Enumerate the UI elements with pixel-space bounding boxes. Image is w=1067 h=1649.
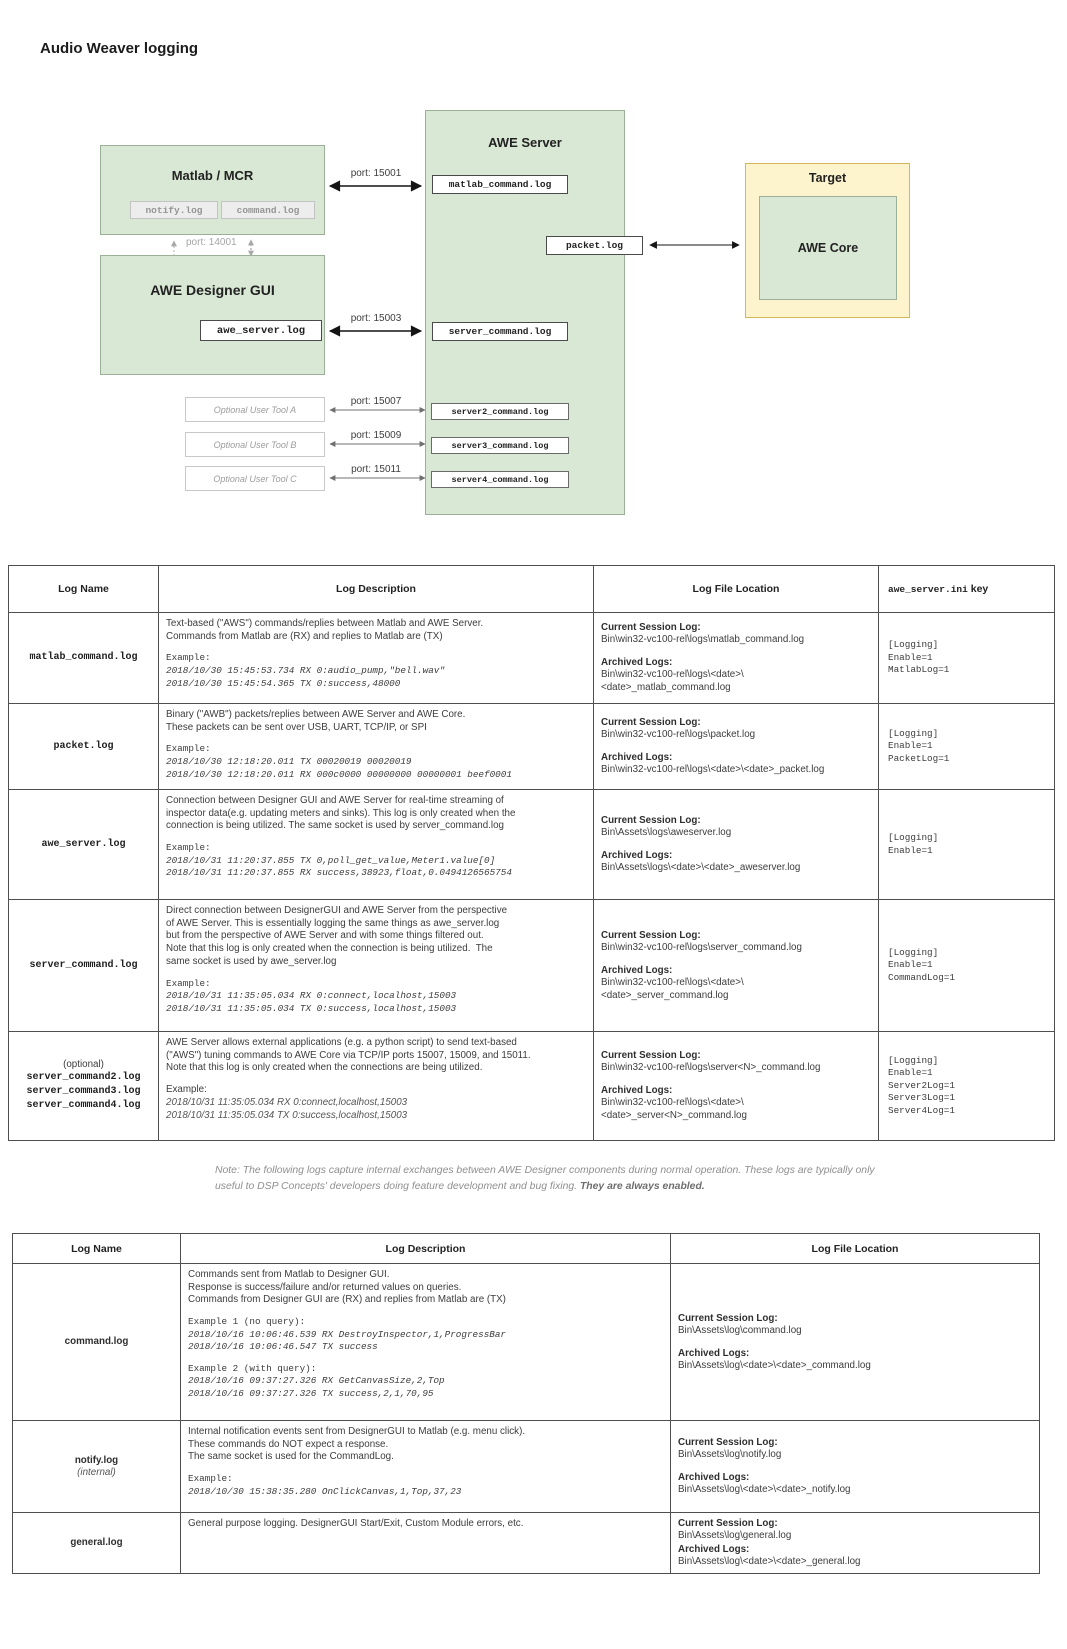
log-file-location-cell: Current Session Log: Bin\Assets\log\command.log Archived Logs: Bin\Assets\log\<date>\<date>_command.log	[671, 1264, 1040, 1421]
log-name-cell: notify.log (internal)	[13, 1421, 181, 1513]
table-header-row	[9, 566, 1055, 613]
ini-key-cell: [Logging] Enable=1 PacketLog=1	[879, 704, 1055, 790]
ini-filename: awe_server.ini	[888, 584, 968, 595]
page-title: Audio Weaver logging	[40, 40, 199, 57]
log-file-location-cell: Current Session Log: Bin\win32-vc100-rel\logs\server<N>_command.log Archived Logs: Bin\win32-vc100-rel\logs\<date>\<date>_server<N>_command.log	[594, 1032, 879, 1141]
log-name-cell: packet.log	[9, 704, 159, 790]
ini-key-cell: [Logging] Enable=1 CommandLog=1	[879, 900, 1055, 1032]
awe-core-box	[759, 196, 897, 300]
optional-user-tool-a-box: Optional User Tool A	[185, 397, 325, 422]
log-description-cell: Commands sent from Matlab to Designer GUI. Response is success/failure and/or returned values on queries. Commands from Designer GUI are (RX) and replies from Matlab are (TX) Example 1 (no query): 2018/10/16 10:06:46.539 RX DestroyInspector,1,ProgressBar 2018/10/16 10:06:46.547 TX success Example 2 (with query): 2018/10/16 09:37:27.326 RX GetCanvasSize,2,Top 2018/10/16 09:37:27.326 TX success,2,1,70,95	[181, 1264, 671, 1421]
awe-server-log-chip: awe_server.log	[200, 320, 322, 341]
log-description-cell: General purpose logging. DesignerGUI Start/Exit, Custom Module errors, etc.	[181, 1513, 671, 1574]
port-15003-label: port: 15003	[350, 313, 402, 324]
ini-key-cell: [Logging] Enable=1	[879, 790, 1055, 900]
log-name-cell: (optional) server_command2.log server_command3.log server_command4.log	[9, 1032, 159, 1141]
server-logs-table	[8, 565, 1055, 1141]
port-15009-label: port: 15009	[350, 430, 402, 441]
log-description-cell: Direct connection between DesignerGUI and AWE Server from the perspective of AWE Server. This is essentially logging the same things as awe_server.log but from the perspective of AWE Server and with some things filtered out. Note that this log is only created when the connection is being utilized. The same socket is used by awe_server.log Example: 2018/10/31 11:35:05.034 RX 0:connect,localhost,15003 2018/10/31 11:35:05.034 TX 0:success,localhost,15003	[159, 900, 594, 1032]
log-name-cell: server_command.log	[9, 900, 159, 1032]
note-bold-text: They are always enabled.	[579, 1180, 705, 1192]
ini-key-cell: [Logging] Enable=1 Server2Log=1 Server3Log=1 Server4Log=1	[879, 1032, 1055, 1141]
table-row-serverN-command-logs	[9, 1032, 1055, 1141]
log-file-location-cell: Current Session Log: Bin\win32-vc100-rel\logs\matlab_command.log Archived Logs: Bin\win32-vc100-rel\logs\<date>\<date>_matlab_command.log	[594, 613, 879, 704]
table-row-command-log	[13, 1264, 1040, 1421]
awe-designer-gui-box	[100, 255, 325, 375]
server-command-log-chip: server_command.log	[432, 322, 568, 341]
log-file-location-cell: Current Session Log: Bin\Assets\log\general.log Archived Logs: Bin\Assets\log\<date>\<date>_general.log	[671, 1513, 1040, 1574]
designer-internal-logs-table	[12, 1233, 1040, 1574]
note-text: Note: The following logs capture internal exchanges between AWE Designer components during normal operation. These logs are typically only useful to DSP Concepts' developers doing feature development and bug fixing.	[215, 1165, 875, 1192]
table-row-matlab-command-log	[9, 613, 1055, 704]
log-file-location-cell: Current Session Log: Bin\Assets\log\notify.log Archived Logs: Bin\Assets\log\<date>\<date>_notify.log	[671, 1421, 1040, 1513]
table-row-notify-log	[13, 1421, 1040, 1513]
log-file-location-cell: Current Session Log: Bin\Assets\logs\aweserver.log Archived Logs: Bin\Assets\logs\<date>\<date>_aweserver.log	[594, 790, 879, 900]
packet-log-chip: packet.log	[546, 236, 643, 255]
log-description-cell: Binary ("AWB") packets/replies between AWE Server and AWE Core. These packets can be sent over USB, UART, TCP/IP, or SPI Example: 2018/10/30 12:18:20.011 TX 00020019 00020019 2018/10/30 12:18:20.011 RX 000c0000 00000000 00000001 beef0001	[159, 704, 594, 790]
target-title: Target	[808, 171, 847, 185]
log-name-cell: matlab_command.log	[9, 613, 159, 704]
port-15011-label: port: 15011	[351, 464, 401, 475]
log-name-cell: general.log	[13, 1513, 181, 1574]
table-row-awe-server-log	[9, 790, 1055, 900]
table-row-packet-log	[9, 704, 1055, 790]
log-file-location-cell: Current Session Log: Bin\win32-vc100-rel\logs\server_command.log Archived Logs: Bin\win32-vc100-rel\logs\<date>\<date>_server_command.log	[594, 900, 879, 1032]
internal-logs-note	[215, 1163, 875, 1194]
matlab-command-log-chip: matlab_command.log	[432, 175, 568, 194]
log-name-cell: command.log	[13, 1264, 181, 1421]
col-header-log-file-location: Log File Location	[671, 1234, 1040, 1264]
port-15007-label: port: 15007	[350, 396, 402, 407]
table-header-row	[13, 1234, 1040, 1264]
table-row-server-command-log	[9, 900, 1055, 1032]
table-row-general-log	[13, 1513, 1040, 1574]
port-14001-label: port: 14001	[186, 237, 237, 248]
log-file-location-cell: Current Session Log: Bin\win32-vc100-rel\logs\packet.log Archived Logs: Bin\win32-vc100-rel\logs\<date>\<date>_packet.log	[594, 704, 879, 790]
awe-server-box	[425, 110, 625, 515]
log-description-cell: Connection between Designer GUI and AWE Server for real-time streaming of inspector data(e.g. updating meters and sinks). This log is only created when the connection is being utilized. The same socket is used by server_command.log Example: 2018/10/31 11:20:37.855 TX 0,poll_get_value,Meter1.value[0] 2018/10/31 11:20:37.855 RX success,38923,float,0.0494126565754	[159, 790, 594, 900]
col-header-log-name: Log Name	[13, 1234, 181, 1264]
log-name-cell: awe_server.log	[9, 790, 159, 900]
matlab-mcr-box	[100, 145, 325, 235]
ini-key-word: key	[967, 583, 989, 595]
server4-command-log-chip: server4_command.log	[431, 471, 569, 488]
log-description-cell: Text-based ("AWS") commands/replies between Matlab and AWE Server. Commands from Matlab are (RX) and replies to Matlab are (TX) Example: 2018/10/30 15:45:53.734 RX 0:audio_pump,"bell.wav" 2018/10/30 15:45:54.365 TX 0:success,48000	[159, 613, 594, 704]
port-15001-label: port: 15001	[350, 168, 402, 179]
ini-key-cell: [Logging] Enable=1 MatlabLog=1	[879, 613, 1055, 704]
log-description-cell: Internal notification events sent from DesignerGUI to Matlab (e.g. menu click). These commands do NOT expect a response. The same socket is used for the CommandLog. Example: 2018/10/30 15:38:35.280 OnClickCanvas,1,Top,37,23	[181, 1421, 671, 1513]
awe-core-title: AWE Core	[797, 241, 859, 255]
col-header-log-name: Log Name	[9, 566, 159, 613]
awe-designer-gui-title: AWE Designer GUI	[150, 282, 275, 298]
command-log-chip: command.log	[221, 201, 315, 219]
col-header-log-description: Log Description	[159, 566, 594, 613]
optional-user-tool-c-box: Optional User Tool C	[185, 466, 325, 491]
col-header-log-file-location: Log File Location	[594, 566, 879, 613]
col-header-ini-key	[879, 566, 1055, 613]
server2-command-log-chip: server2_command.log	[431, 403, 569, 420]
optional-user-tool-b-box: Optional User Tool B	[185, 432, 325, 457]
awe-server-title: AWE Server	[488, 135, 562, 150]
matlab-mcr-title: Matlab / MCR	[171, 168, 254, 183]
notify-log-chip: notify.log	[130, 201, 218, 219]
log-description-cell: AWE Server allows external applications (e.g. a python script) to send text-based ("AWS") tuning commands to AWE Core via TCP/IP ports 15007, 15009, and 15011. Note that this log is only created when the connections are being utilized. Example: 2018/10/31 11:35:05.034 RX 0:connect,localhost,15003 2018/10/31 11:35:05.034 TX 0:success,localhost,15003	[159, 1032, 594, 1141]
col-header-log-description: Log Description	[181, 1234, 671, 1264]
server3-command-log-chip: server3_command.log	[431, 437, 569, 454]
